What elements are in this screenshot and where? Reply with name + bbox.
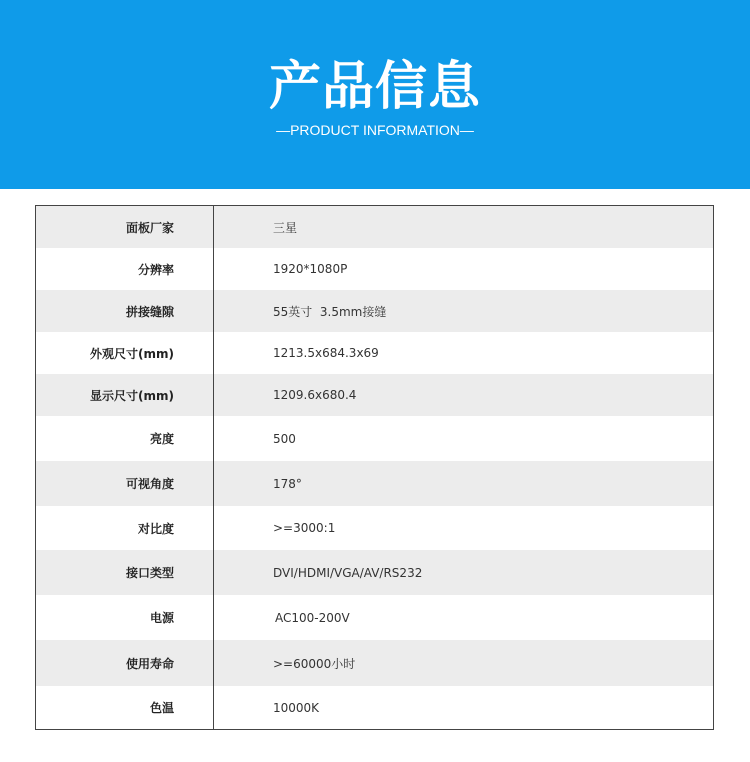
- spec-row: [36, 206, 713, 248]
- spec-value: 178°: [273, 476, 302, 491]
- spec-label: 接口类型: [125, 566, 174, 580]
- spec-row: [36, 290, 713, 332]
- header-banner: [0, 0, 750, 189]
- spec-label: 对比度: [137, 521, 174, 536]
- column-divider: [213, 206, 214, 729]
- spec-value: >=3000:1: [273, 521, 336, 535]
- spec-row: [36, 550, 713, 595]
- spec-value: 500: [273, 431, 296, 446]
- spec-table: [35, 205, 714, 730]
- spec-row: [36, 332, 713, 374]
- spec-label: 电源: [149, 611, 174, 625]
- spec-row: [36, 248, 713, 290]
- spec-label: 亮度: [149, 432, 174, 446]
- spec-value: 1209.6x680.4: [273, 388, 357, 402]
- spec-label: 拼接缝隙: [125, 304, 174, 319]
- spec-label: 可视角度: [125, 477, 174, 491]
- spec-row: [36, 461, 713, 506]
- spec-value: AC100-200V: [275, 610, 350, 625]
- spec-label: 分辨率: [137, 262, 174, 277]
- spec-value: 三星: [273, 220, 298, 235]
- spec-value: DVI/HDMI/VGA/AV/RS232: [273, 565, 423, 580]
- page-subtitle: —PRODUCT INFORMATION—: [276, 122, 474, 138]
- spec-value: 55英寸 3.5mm接缝: [273, 304, 387, 319]
- spec-label: 面板厂家: [125, 220, 174, 235]
- spec-row: [36, 686, 713, 729]
- spec-row: [36, 374, 713, 416]
- spec-label: 外观尺寸(mm): [90, 346, 174, 361]
- spec-value: 1920*1080P: [273, 262, 348, 276]
- spec-row: [36, 595, 713, 640]
- spec-label: 显示尺寸(mm): [90, 388, 174, 403]
- spec-value: 10000K: [273, 700, 320, 715]
- spec-value: 1213.5x684.3x69: [273, 346, 379, 360]
- spec-label: 色温: [149, 701, 174, 715]
- spec-row: [36, 416, 713, 461]
- spec-value: >=60000小时: [273, 656, 356, 671]
- spec-row: [36, 506, 713, 550]
- spec-label: 使用寿命: [125, 656, 174, 671]
- page-title: 产品信息: [268, 57, 481, 117]
- spec-row: [36, 640, 713, 686]
